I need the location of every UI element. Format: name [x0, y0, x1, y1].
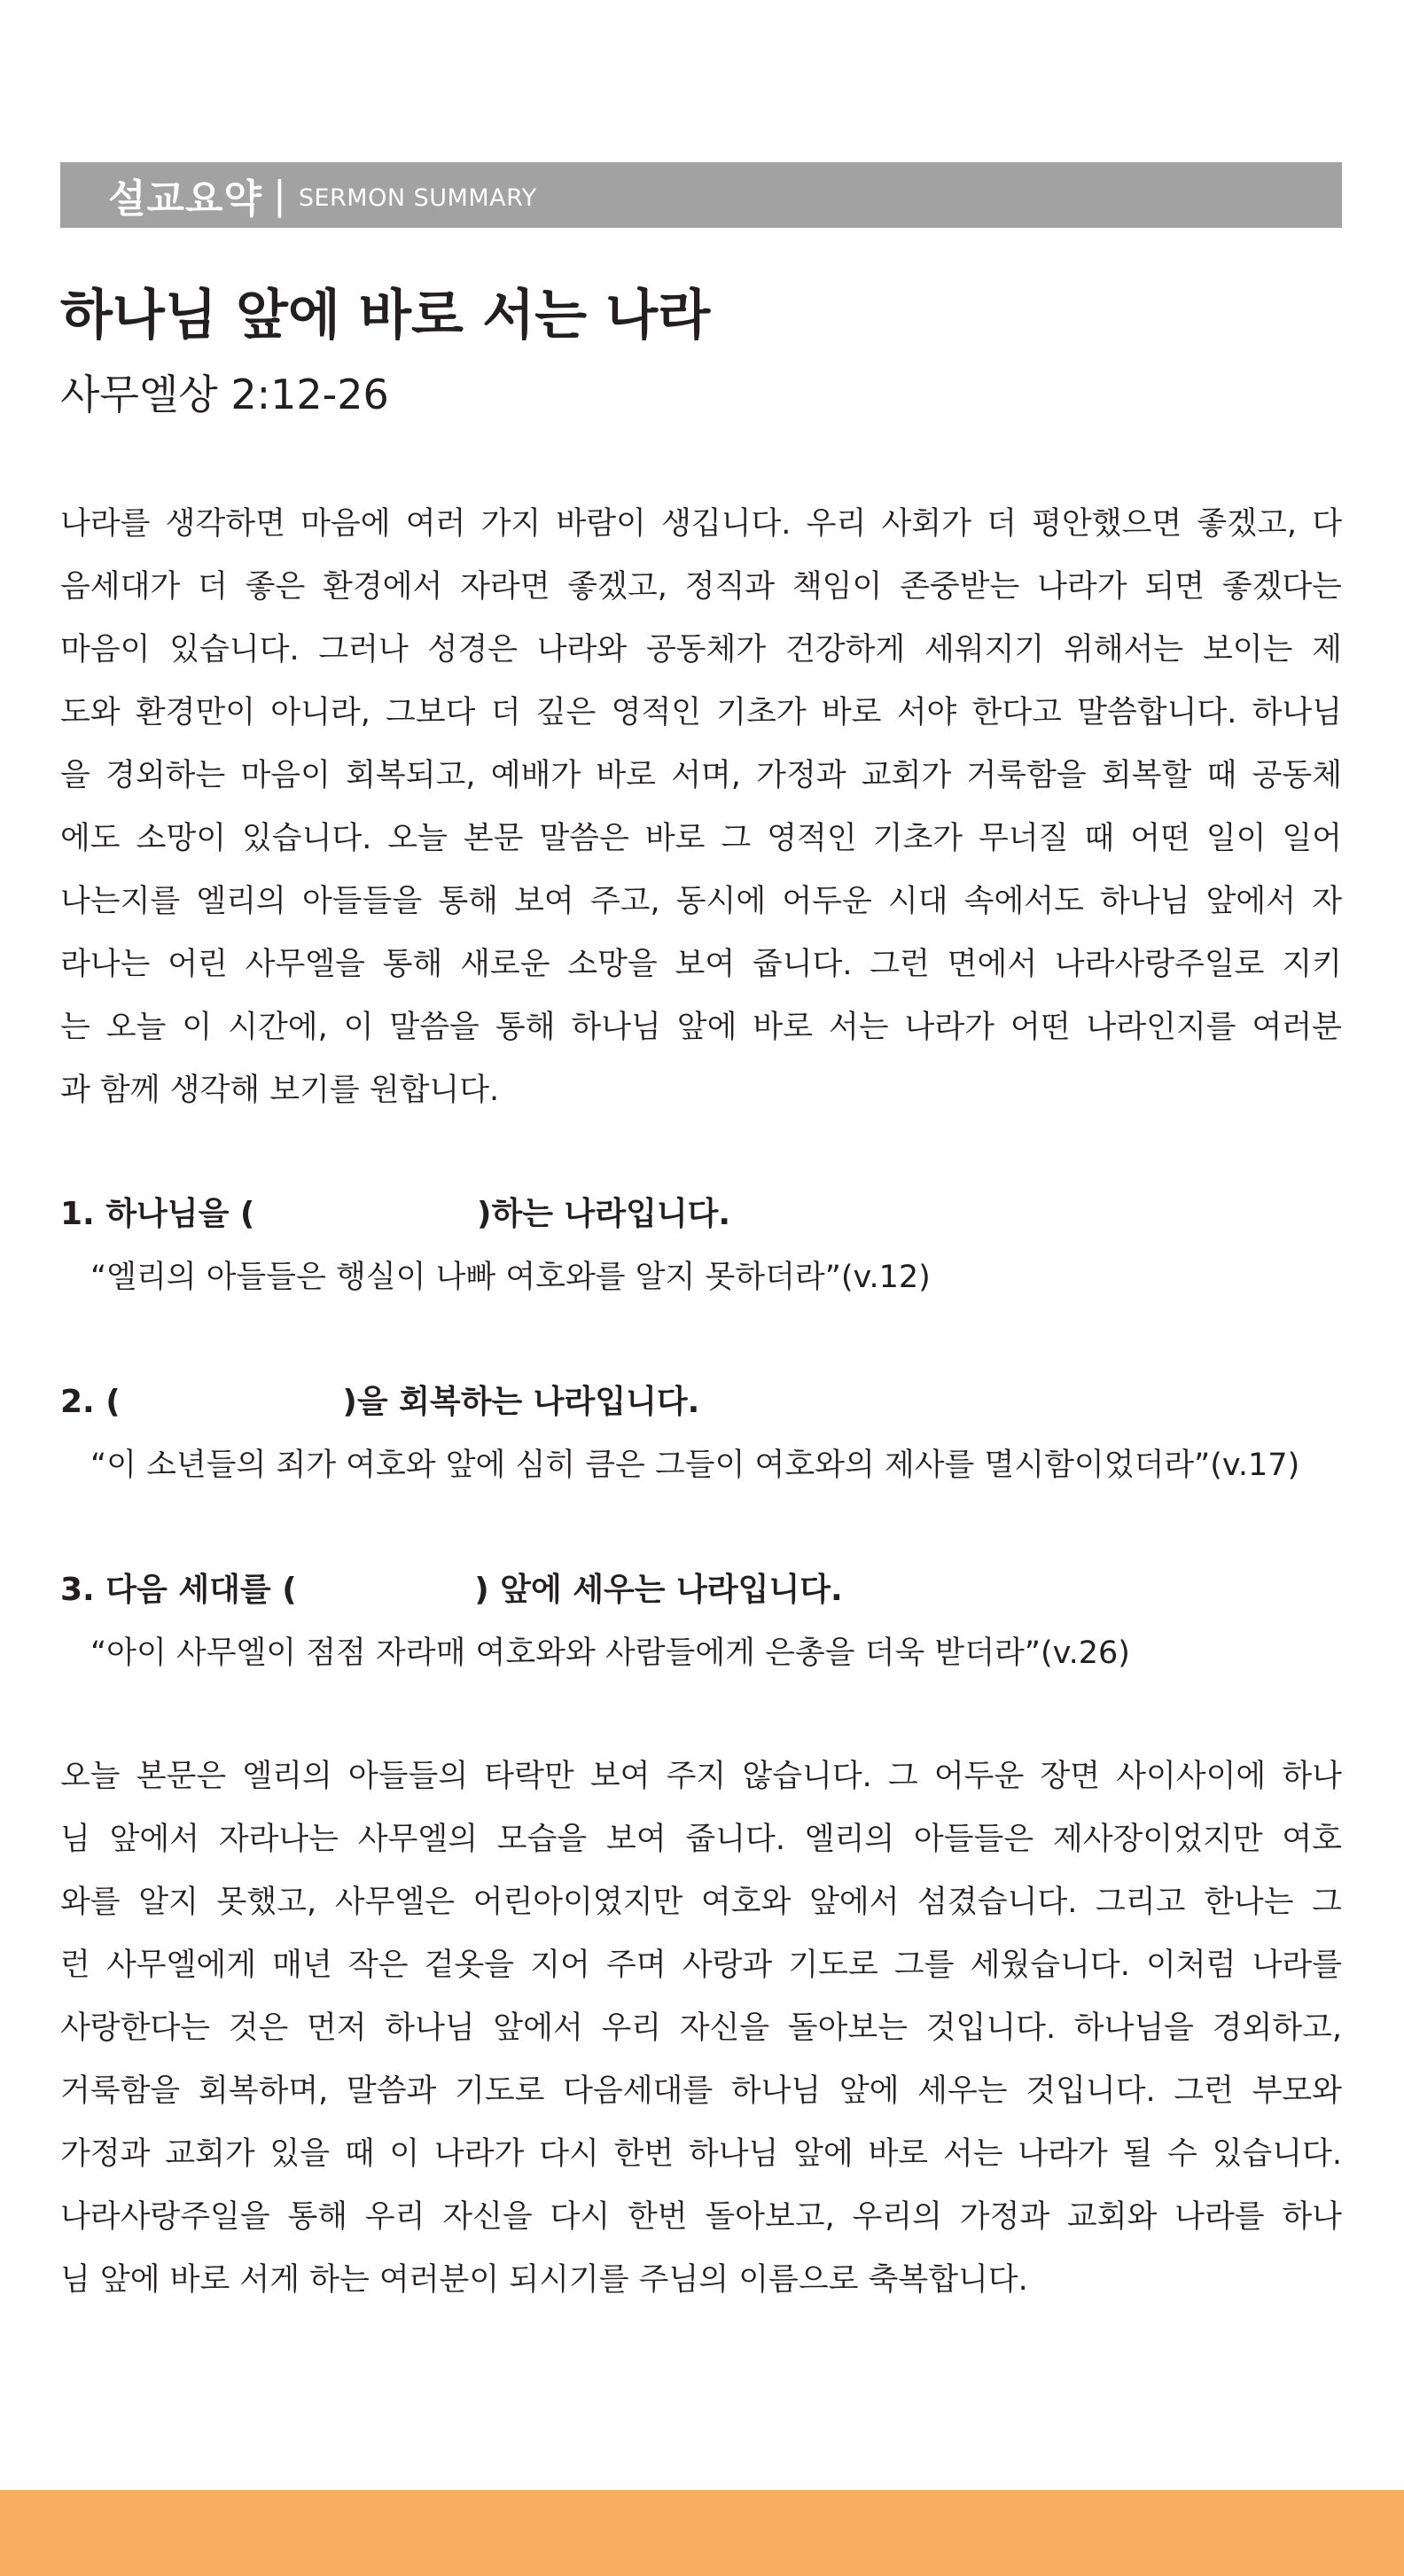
intro-paragraph — [60, 493, 1342, 1122]
scripture-reference: 사무엘상 2:12-26 — [60, 371, 389, 418]
sermon-point-2 — [60, 1380, 1342, 1487]
point-verse: “엘리의 아들들은 행실이 나빠 여호와를 알지 못하더라”(v.12) — [90, 1260, 931, 1295]
banner-separator: | — [273, 172, 286, 218]
footer-band — [0, 2490, 1404, 2576]
paragraph-line: 사랑한다는 것은 먼저 하나님 앞에서 우리 자신을 돌아보는 것입니다. 하나님을 경외하고, — [60, 2010, 1342, 2046]
paragraph-line: 마음이 있습니다. 그러나 성경은 나라와 공동체가 건강하게 세워지기 위해서는 보이는 제 — [60, 632, 1342, 667]
banner-label-korean: 설교요약 — [108, 176, 263, 222]
paragraph-line: 을 경외하는 마음이 회복되고, 예배가 바로 서며, 가정과 교회가 거룩함을 회복할 때 공동체 — [60, 758, 1342, 793]
sermon-point-1 — [60, 1192, 1342, 1300]
point-heading: 2. ( )을 회복하는 나라입니다. — [60, 1384, 700, 1420]
paragraph-line: 나라사랑주일을 통해 우리 자신을 다시 한번 돌아보고, 우리의 가정과 교회와 나라를 하나 — [60, 2199, 1342, 2235]
paragraph-line: 라나는 어린 사무엘을 통해 새로운 소망을 보여 줍니다. 그런 면에서 나라사랑주일로 지키 — [60, 947, 1342, 982]
point-heading: 3. 다음 세대를 ( ) 앞에 세우는 나라입니다. — [60, 1572, 843, 1608]
section-banner — [60, 162, 1342, 228]
paragraph-line: 나는지를 엘리의 아들들을 통해 보여 주고, 동시에 어두운 시대 속에서도 하나님 앞에서 자 — [60, 884, 1342, 919]
paragraph-line: 는 오늘 이 시간에, 이 말씀을 통해 하나님 앞에 바로 서는 나라가 어떤 나라인지를 여러분 — [60, 1010, 1342, 1045]
conclusion-paragraph — [60, 1745, 1342, 2312]
point-verse: “이 소년들의 죄가 여호와 앞에 심히 큼은 그들이 여호와의 제사를 멸시함이었더라”(v.17) — [90, 1448, 1300, 1483]
paragraph-line: 나라를 생각하면 마음에 여러 가지 바람이 생깁니다. 우리 사회가 더 평안했으면 좋겠고, 다 — [60, 506, 1342, 542]
paragraph-line: 거룩함을 회복하며, 말씀과 기도로 다음세대를 하나님 앞에 세우는 것입니다. 그런 부모와 — [60, 2073, 1342, 2109]
paragraph-line: 가정과 교회가 있을 때 이 나라가 다시 한번 하나님 앞에 바로 서는 나라가 될 수 있습니다. — [60, 2136, 1342, 2172]
paragraph-line: 런 사무엘에게 매년 작은 겉옷을 지어 주며 사랑과 기도로 그를 세웠습니다. 이처럼 나라를 — [60, 1948, 1342, 1983]
paragraph-line: 음세대가 더 좋은 환경에서 자라면 좋겠고, 정직과 책임이 존중받는 나라가 되면 좋겠다는 — [60, 569, 1342, 605]
paragraph-line: 와를 알지 못했고, 사무엘은 어린아이였지만 여호와 앞에서 섬겼습니다. 그리고 한나는 그 — [60, 1885, 1342, 1920]
paragraph-line: 에도 소망이 있습니다. 오늘 본문 말씀은 바로 그 영적인 기초가 무너질 때 어떤 일이 일어 — [60, 821, 1342, 856]
sermon-point-3 — [60, 1568, 1342, 1675]
paragraph-line: 도와 환경만이 아니라, 그보다 더 깊은 영적인 기초가 바로 서야 한다고 말씀합니다. 하나님 — [60, 695, 1342, 730]
banner-label-english: SERMON SUMMARY — [298, 183, 537, 212]
point-verse: “아이 사무엘이 점점 자라매 여호와와 사람들에게 은총을 더욱 받더라”(v.26) — [90, 1635, 1130, 1671]
paragraph-line: 오늘 본문은 엘리의 아들들의 타락만 보여 주지 않습니다. 그 어두운 장면 사이사이에 하나 — [60, 1759, 1342, 1794]
point-heading: 1. 하나님을 ( )하는 나라입니다. — [60, 1196, 731, 1232]
paragraph-line: 님 앞에 바로 서게 하는 여러분이 되시기를 주님의 이름으로 축복합니다. — [60, 2262, 1028, 2298]
paragraph-line: 님 앞에서 자라나는 사무엘의 모습을 보여 줍니다. 엘리의 아들들은 제사장이었지만 여호 — [60, 1822, 1342, 1857]
paragraph-line: 과 함께 생각해 보기를 원합니다. — [60, 1073, 500, 1108]
sermon-title: 하나님 앞에 바로 서는 나라 — [60, 284, 711, 347]
